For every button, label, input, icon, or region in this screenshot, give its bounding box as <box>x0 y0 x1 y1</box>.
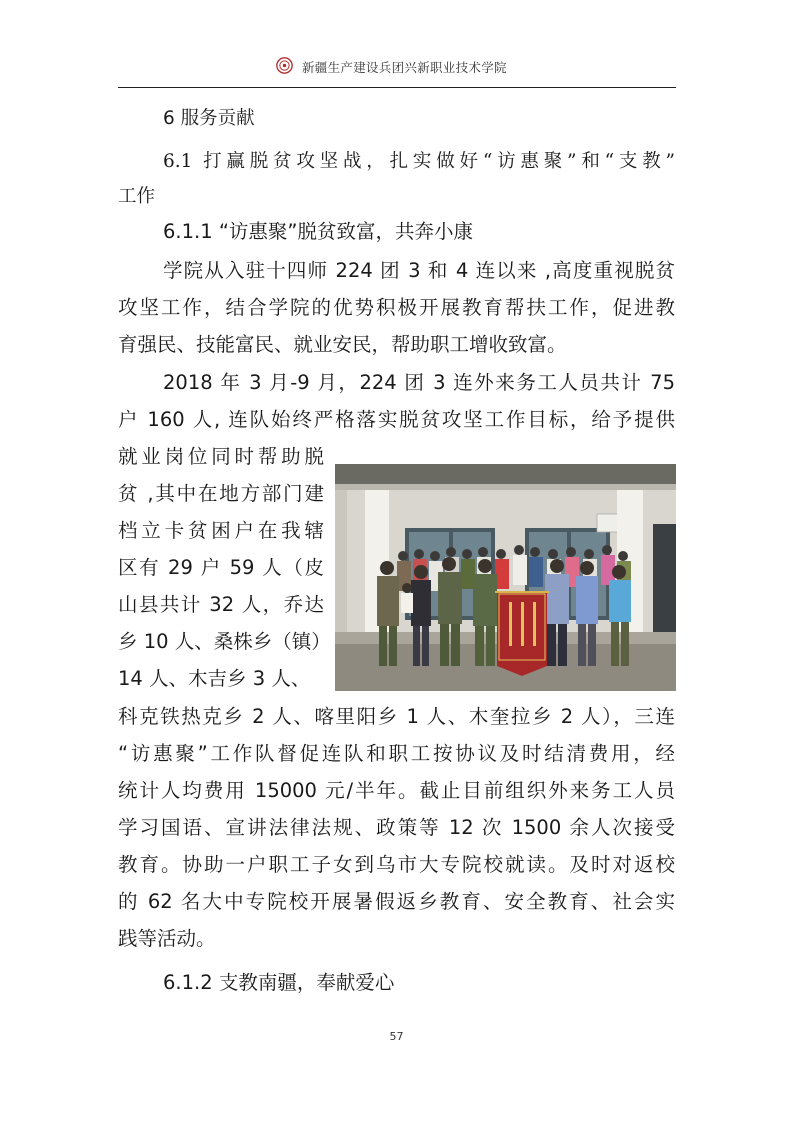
subsection-title-line2: 工作 <box>118 186 156 207</box>
para2-wrapped-line: 14 人、木吉乡 3 人、 <box>118 667 311 690</box>
para2-rest-line: 统计人均费用 15000 元/半年。截止目前组织外来务工人员 <box>118 779 675 802</box>
subsection-title-line1: 6.1 打赢脱贫攻坚战，扎实做好“访惠聚”和“支教” <box>163 151 675 172</box>
header-rule <box>118 87 676 88</box>
para2-rest-line: 践等活动。 <box>118 927 216 950</box>
para2-rest-line: 教育。协助一户职工子女到乌市大专院校就读。及时对返校 <box>118 853 675 876</box>
para2-wrapped-line: 档立卡贫困户在我辖 <box>118 519 324 542</box>
header-school-name: 新疆生产建设兵团兴新职业技术学院 <box>302 60 507 75</box>
page-number: 57 <box>389 1030 404 1043</box>
heading-6-1-2: 6.1.2 支教南疆，奉献爱心 <box>163 971 395 994</box>
group-photo <box>335 464 676 691</box>
page-header <box>0 56 793 78</box>
para2-wrapped-line: 贫 ,其中在地方部门建 <box>118 482 324 505</box>
para2-rest-line: 的 62 名大中专院校开展暑假返乡教育、安全教育、社会实 <box>118 890 675 913</box>
para1-line: 攻坚工作，结合学院的优势积极开展教育帮扶工作，促进教 <box>118 296 675 319</box>
para2-line: 2018 年 3 月-9 月，224 团 3 连外来务工人员共计 75 <box>163 371 675 394</box>
para1-line: 学院从入驻十四师 224 团 3 和 4 连以来 ,高度重视脱贫 <box>163 259 675 282</box>
para2-wrapped-line: 乡 10 人、桑株乡（镇） <box>118 630 331 653</box>
group-photo-image <box>335 464 676 691</box>
para2-rest-line: 科克铁热克乡 2 人、喀里阳乡 1 人、木奎拉乡 2 人），三连 <box>118 705 675 728</box>
para2-line: 户 160 人, 连队始终严格落实脱贫攻坚工作目标，给予提供 <box>118 408 675 431</box>
para2-wrapped-line: 山县共计 32 人，乔达 <box>118 593 324 616</box>
para2-rest-line: “访惠聚”工作队督促连队和职工按协议及时结清费用，经 <box>118 742 675 765</box>
para1-line: 育强民、技能富民、就业安民，帮助职工增收致富。 <box>118 333 567 356</box>
para2-wrapped-line: 区有 29 户 59 人（皮 <box>118 556 324 579</box>
section-title: 6 服务贡献 <box>163 108 255 129</box>
heading-6-1-1: 6.1.1 “访惠聚”脱贫致富，共奔小康 <box>163 220 474 243</box>
school-logo-icon <box>276 57 293 74</box>
para2-wrapped-line: 就业岗位同时帮助脱 <box>118 445 324 468</box>
para2-rest-line: 学习国语、宣讲法律法规、政策等 12 次 1500 余人次接受 <box>118 816 675 839</box>
